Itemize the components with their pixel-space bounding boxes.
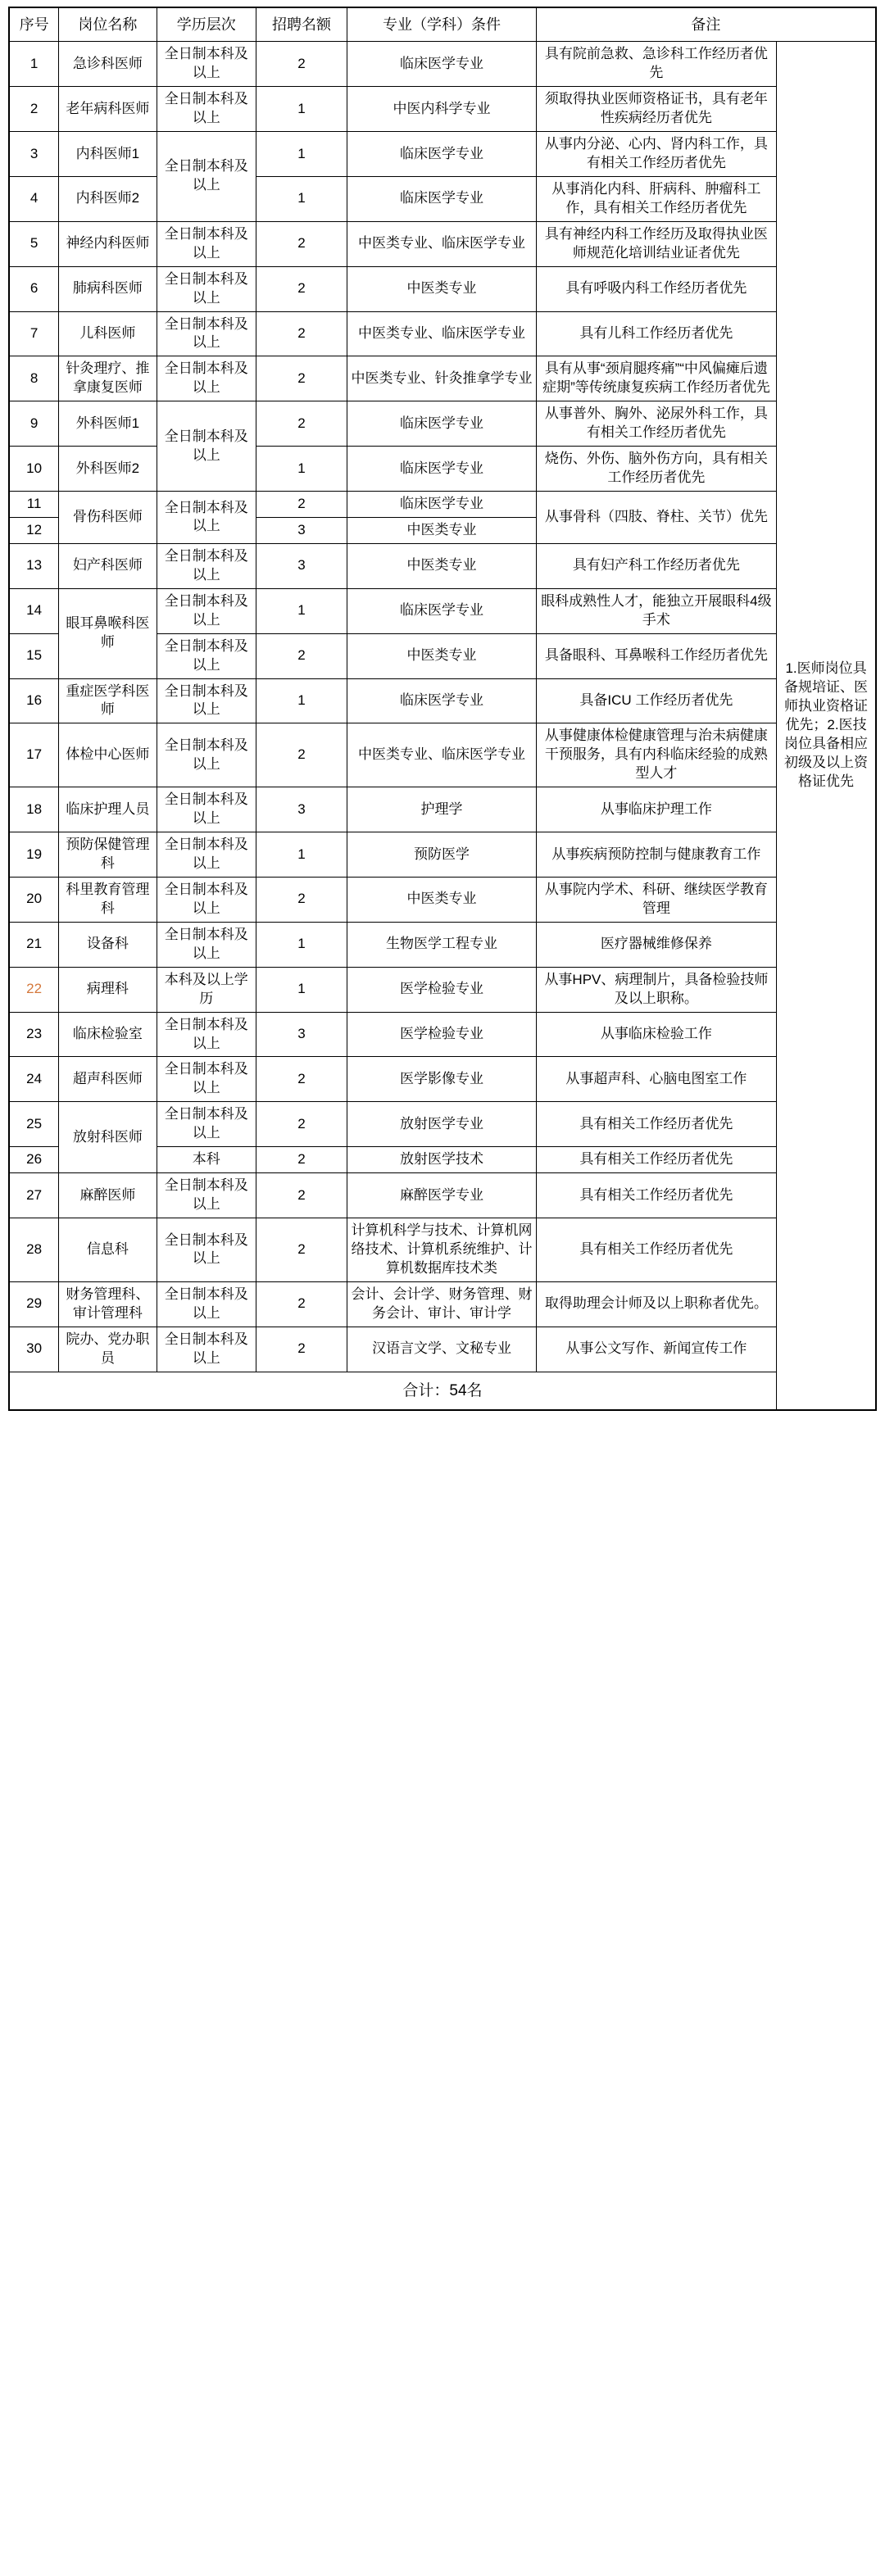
row-quota: 2 <box>256 1218 347 1282</box>
row-remark: 具有相关工作经历者优先 <box>536 1218 776 1282</box>
row-major: 医学检验专业 <box>347 1012 537 1057</box>
row-edu: 全日制本科及以上 <box>157 678 256 723</box>
row-remark: 医疗器械维修保养 <box>536 922 776 967</box>
row-edu: 全日制本科及以上 <box>157 311 256 356</box>
row-no: 25 <box>9 1102 59 1147</box>
row-no: 16 <box>9 678 59 723</box>
row-no: 7 <box>9 311 59 356</box>
row-major: 中医类专业 <box>347 517 537 543</box>
row-remark: 从事临床检验工作 <box>536 1012 776 1057</box>
row-post: 外科医师1 <box>59 401 157 447</box>
row-no: 26 <box>9 1147 59 1173</box>
header-remark: 备注 <box>536 7 876 42</box>
row-post: 骨伤科医师 <box>59 492 157 544</box>
row-post: 病理科 <box>59 967 157 1012</box>
row-major: 中医类专业 <box>347 266 537 311</box>
row-major: 临床医学专业 <box>347 447 537 492</box>
row-major: 临床医学专业 <box>347 176 537 221</box>
row-post: 设备科 <box>59 922 157 967</box>
row-edu: 全日制本科及以上 <box>157 877 256 922</box>
row-major: 麻醉医学专业 <box>347 1173 537 1218</box>
row-remark: 具有从事“颈肩腿疼痛”“中风偏瘫后遗症期”等传统康复疾病工作经历者优先 <box>536 356 776 401</box>
row-remark: 具有妇产科工作经历者优先 <box>536 543 776 588</box>
row-remark: 从事超声科、心脑电图室工作 <box>536 1057 776 1102</box>
row-remark: 从事消化内科、肝病科、肿瘤科工作，具有相关工作经历者优先 <box>536 176 776 221</box>
row-post: 针灸理疗、推拿康复医师 <box>59 356 157 401</box>
row-edu: 全日制本科及以上 <box>157 401 256 492</box>
row-post: 儿科医师 <box>59 311 157 356</box>
row-post: 妇产科医师 <box>59 543 157 588</box>
table-row <box>9 787 876 832</box>
row-quota: 2 <box>256 1147 347 1173</box>
row-edu: 全日制本科及以上 <box>157 266 256 311</box>
row-no: 30 <box>9 1327 59 1372</box>
table-row <box>9 1012 876 1057</box>
row-post: 麻醉医师 <box>59 1173 157 1218</box>
row-no: 8 <box>9 356 59 401</box>
row-edu: 全日制本科及以上 <box>157 356 256 401</box>
row-post: 科里教育管理科 <box>59 877 157 922</box>
row-quota: 2 <box>256 1057 347 1102</box>
row-remark: 具备ICU 工作经历者优先 <box>536 678 776 723</box>
row-quota: 2 <box>256 492 347 518</box>
table-body <box>9 42 876 1410</box>
table-row <box>9 1173 876 1218</box>
row-no: 10 <box>9 447 59 492</box>
table-row <box>9 356 876 401</box>
table-row <box>9 176 876 221</box>
row-remark: 具有儿科工作经历者优先 <box>536 311 776 356</box>
table-row <box>9 1218 876 1282</box>
total-label: 合计：54名 <box>9 1372 876 1410</box>
table-header <box>9 7 876 42</box>
header-post: 岗位名称 <box>59 7 157 42</box>
row-major: 临床医学专业 <box>347 42 537 87</box>
table-row <box>9 877 876 922</box>
row-edu: 全日制本科及以上 <box>157 588 256 633</box>
row-edu: 全日制本科及以上 <box>157 633 256 678</box>
row-major: 临床医学专业 <box>347 401 537 447</box>
row-quota: 1 <box>256 588 347 633</box>
row-quota: 3 <box>256 543 347 588</box>
row-post: 急诊科医师 <box>59 42 157 87</box>
row-quota: 2 <box>256 401 347 447</box>
row-quota: 1 <box>256 132 347 177</box>
table-row <box>9 401 876 447</box>
row-major: 临床医学专业 <box>347 588 537 633</box>
table-row <box>9 678 876 723</box>
row-remark: 具有呼吸内科工作经历者优先 <box>536 266 776 311</box>
row-post: 临床护理人员 <box>59 787 157 832</box>
row-major: 医学检验专业 <box>347 967 537 1012</box>
row-no: 11 <box>9 492 59 518</box>
table-row <box>9 492 876 518</box>
row-major: 中医类专业、临床医学专业 <box>347 311 537 356</box>
row-quota: 2 <box>256 311 347 356</box>
row-post: 信息科 <box>59 1218 157 1282</box>
row-edu: 全日制本科及以上 <box>157 832 256 878</box>
row-no: 9 <box>9 401 59 447</box>
recruitment-table <box>8 7 877 1411</box>
row-no: 28 <box>9 1218 59 1282</box>
row-remark: 从事疾病预防控制与健康教育工作 <box>536 832 776 878</box>
row-no: 5 <box>9 221 59 266</box>
row-quota: 3 <box>256 1012 347 1057</box>
row-no: 20 <box>9 877 59 922</box>
row-remark: 烧伤、外伤、脑外伤方向，具有相关工作经历者优先 <box>536 447 776 492</box>
row-major: 中医内科学专业 <box>347 87 537 132</box>
table-row <box>9 588 876 633</box>
row-remark: 从事院内学术、科研、继续医学教育管理 <box>536 877 776 922</box>
row-remark: 从事内分泌、心内、肾内科工作，具有相关工作经历者优先 <box>536 132 776 177</box>
row-edu: 全日制本科及以上 <box>157 1173 256 1218</box>
row-major: 临床医学专业 <box>347 678 537 723</box>
row-no: 6 <box>9 266 59 311</box>
row-no: 24 <box>9 1057 59 1102</box>
row-quota: 1 <box>256 678 347 723</box>
row-major: 医学影像专业 <box>347 1057 537 1102</box>
row-edu: 全日制本科及以上 <box>157 221 256 266</box>
row-edu: 全日制本科及以上 <box>157 492 256 544</box>
row-quota: 1 <box>256 967 347 1012</box>
row-post: 重症医学科医师 <box>59 678 157 723</box>
row-major: 预防医学 <box>347 832 537 878</box>
row-major: 护理学 <box>347 787 537 832</box>
row-quota: 1 <box>256 922 347 967</box>
row-post: 内科医师1 <box>59 132 157 177</box>
row-quota: 2 <box>256 1327 347 1372</box>
row-no: 3 <box>9 132 59 177</box>
row-major: 中医类专业、临床医学专业 <box>347 221 537 266</box>
row-no: 4 <box>9 176 59 221</box>
row-post: 眼耳鼻喉科医师 <box>59 588 157 678</box>
table-row <box>9 967 876 1012</box>
table-row <box>9 87 876 132</box>
row-major: 临床医学专业 <box>347 132 537 177</box>
row-edu: 全日制本科及以上 <box>157 87 256 132</box>
row-quota: 2 <box>256 1281 347 1327</box>
row-post: 老年病科医师 <box>59 87 157 132</box>
row-edu: 全日制本科及以上 <box>157 132 256 222</box>
table-row <box>9 832 876 878</box>
row-major: 汉语言文学、文秘专业 <box>347 1327 537 1372</box>
row-remark: 从事HPV、病理制片，具备检验技师及以上职称。 <box>536 967 776 1012</box>
row-major: 中医类专业、临床医学专业 <box>347 723 537 787</box>
table-row <box>9 266 876 311</box>
row-remark: 具有神经内科工作经历及取得执业医师规范化培训结业证者优先 <box>536 221 776 266</box>
row-post: 肺病科医师 <box>59 266 157 311</box>
row-post: 院办、党办职员 <box>59 1327 157 1372</box>
row-quota: 3 <box>256 787 347 832</box>
row-quota: 2 <box>256 723 347 787</box>
row-no: 2 <box>9 87 59 132</box>
row-major: 生物医学工程专业 <box>347 922 537 967</box>
header-no: 序号 <box>9 7 59 42</box>
row-edu: 全日制本科及以上 <box>157 1102 256 1147</box>
row-quota: 2 <box>256 221 347 266</box>
table-row <box>9 723 876 787</box>
row-edu: 全日制本科及以上 <box>157 1327 256 1372</box>
table-row <box>9 42 876 87</box>
note-column: 1.医师岗位具备规培证、医师执业资格证优先；2.医技岗位具备相应初级及以上资格证优先 <box>777 42 876 1410</box>
row-post: 超声科医师 <box>59 1057 157 1102</box>
row-no: 12 <box>9 517 59 543</box>
row-remark: 从事普外、胸外、泌尿外科工作，具有相关工作经历者优先 <box>536 401 776 447</box>
row-edu: 本科 <box>157 1147 256 1173</box>
row-quota: 1 <box>256 87 347 132</box>
row-major: 会计、会计学、财务管理、财务会计、审计、审计学 <box>347 1281 537 1327</box>
row-quota: 1 <box>256 447 347 492</box>
row-post: 财务管理科、审计管理科 <box>59 1281 157 1327</box>
table-row <box>9 1057 876 1102</box>
row-quota: 2 <box>256 1173 347 1218</box>
row-quota: 1 <box>256 176 347 221</box>
row-remark: 眼科成熟性人才，能独立开展眼科4级手术 <box>536 588 776 633</box>
row-edu: 全日制本科及以上 <box>157 723 256 787</box>
row-quota: 2 <box>256 633 347 678</box>
row-major: 中医类专业 <box>347 633 537 678</box>
row-post: 神经内科医师 <box>59 221 157 266</box>
row-quota: 2 <box>256 356 347 401</box>
row-edu: 全日制本科及以上 <box>157 1218 256 1282</box>
row-edu: 本科及以上学历 <box>157 967 256 1012</box>
row-edu: 全日制本科及以上 <box>157 1057 256 1102</box>
row-post: 体检中心医师 <box>59 723 157 787</box>
row-no: 1 <box>9 42 59 87</box>
header-quota: 招聘名额 <box>256 7 347 42</box>
row-no: 14 <box>9 588 59 633</box>
row-quota: 2 <box>256 266 347 311</box>
table-row <box>9 447 876 492</box>
row-no: 23 <box>9 1012 59 1057</box>
row-no: 18 <box>9 787 59 832</box>
row-post: 预防保健管理科 <box>59 832 157 878</box>
row-remark: 具有院前急救、急诊科工作经历者优先 <box>536 42 776 87</box>
row-quota: 2 <box>256 42 347 87</box>
row-remark: 具有相关工作经历者优先 <box>536 1173 776 1218</box>
row-edu: 全日制本科及以上 <box>157 1012 256 1057</box>
row-remark: 取得助理会计师及以上职称者优先。 <box>536 1281 776 1327</box>
row-no: 29 <box>9 1281 59 1327</box>
row-post: 内科医师2 <box>59 176 157 221</box>
row-remark: 须取得执业医师资格证书，具有老年性疾病经历者优先 <box>536 87 776 132</box>
table-row <box>9 311 876 356</box>
row-edu: 全日制本科及以上 <box>157 1281 256 1327</box>
table-row <box>9 1327 876 1372</box>
row-quota: 3 <box>256 517 347 543</box>
row-quota: 2 <box>256 1102 347 1147</box>
header-edu: 学历层次 <box>157 7 256 42</box>
row-major: 临床医学专业 <box>347 492 537 518</box>
row-no: 22 <box>9 967 59 1012</box>
table-row <box>9 543 876 588</box>
row-edu: 全日制本科及以上 <box>157 787 256 832</box>
row-major: 计算机科学与技术、计算机网络技术、计算机系统维护、计算机数据库技术类 <box>347 1218 537 1282</box>
row-no: 27 <box>9 1173 59 1218</box>
row-post: 临床检验室 <box>59 1012 157 1057</box>
row-post: 放射科医师 <box>59 1102 157 1173</box>
row-remark: 具有相关工作经历者优先 <box>536 1147 776 1173</box>
table-row <box>9 1102 876 1147</box>
row-edu: 全日制本科及以上 <box>157 543 256 588</box>
row-major: 中医类专业 <box>347 877 537 922</box>
row-remark: 从事健康体检健康管理与治未病健康干预服务，具有内科临床经验的成熟型人才 <box>536 723 776 787</box>
row-post: 外科医师2 <box>59 447 157 492</box>
table-row <box>9 221 876 266</box>
table-row <box>9 922 876 967</box>
row-remark: 具有相关工作经历者优先 <box>536 1102 776 1147</box>
row-edu: 全日制本科及以上 <box>157 922 256 967</box>
row-major: 放射医学专业 <box>347 1102 537 1147</box>
header-row <box>9 7 876 42</box>
total-row <box>9 1372 876 1410</box>
row-remark: 从事骨科（四肢、脊柱、关节）优先 <box>536 492 776 544</box>
row-remark: 从事临床护理工作 <box>536 787 776 832</box>
header-major: 专业（学科）条件 <box>347 7 537 42</box>
row-no: 21 <box>9 922 59 967</box>
row-major: 中医类专业 <box>347 543 537 588</box>
table-row <box>9 1281 876 1327</box>
row-no: 13 <box>9 543 59 588</box>
row-major: 放射医学技术 <box>347 1147 537 1173</box>
table-row <box>9 132 876 177</box>
row-remark: 具备眼科、耳鼻喉科工作经历者优先 <box>536 633 776 678</box>
row-quota: 1 <box>256 832 347 878</box>
row-no: 15 <box>9 633 59 678</box>
row-edu: 全日制本科及以上 <box>157 42 256 87</box>
row-remark: 从事公文写作、新闻宣传工作 <box>536 1327 776 1372</box>
row-no: 19 <box>9 832 59 878</box>
row-no: 17 <box>9 723 59 787</box>
row-major: 中医类专业、针灸推拿学专业 <box>347 356 537 401</box>
row-quota: 2 <box>256 877 347 922</box>
